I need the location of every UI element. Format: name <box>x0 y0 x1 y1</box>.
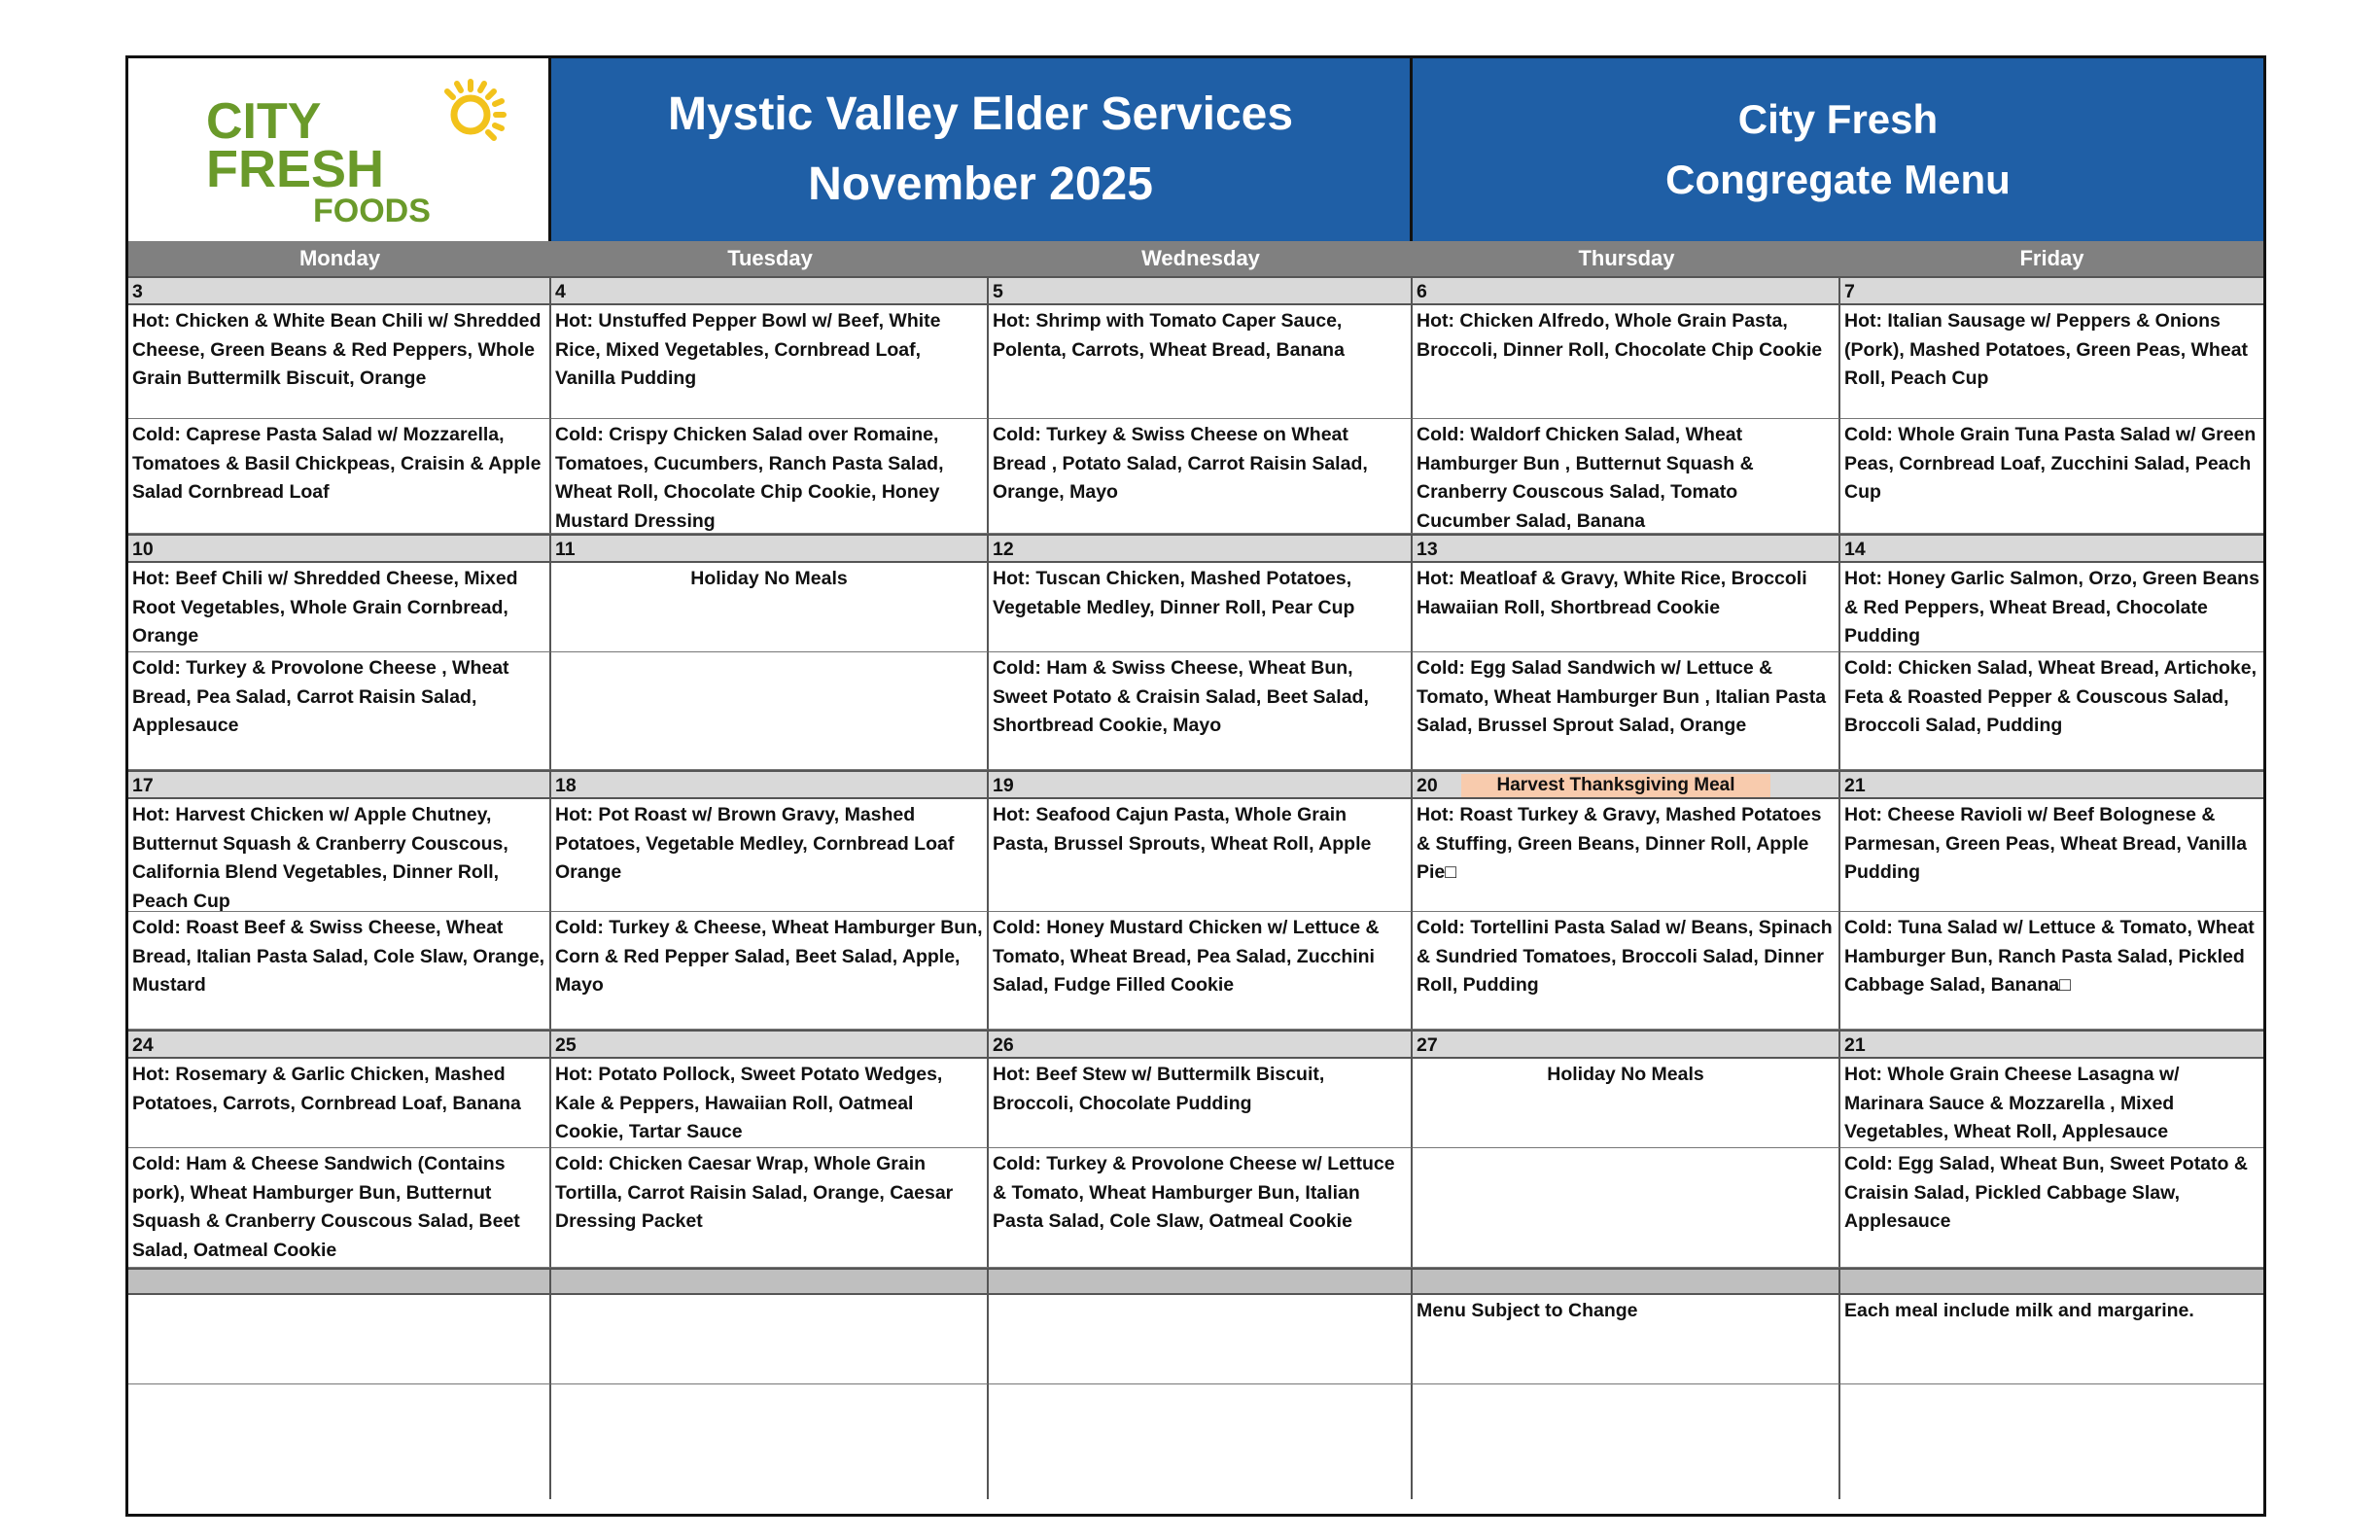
notes-row <box>128 1295 2263 1384</box>
date-number: 11 <box>555 539 576 560</box>
empty-cell <box>551 1384 989 1499</box>
cold-meal-cell: Cold: Honey Mustard Chicken w/ Lettuce & Tomato, Wheat Bread, Pea Salad, Zucchini Salad, Fudge Filled Cookie <box>989 912 1413 1030</box>
special-meal-badge: Harvest Thanksgiving Meal <box>1461 774 1770 797</box>
date-cell <box>551 1030 989 1059</box>
date-number: 27 <box>1417 1034 1438 1056</box>
note-cell: Menu Subject to Change <box>1413 1295 1840 1384</box>
hot-meal-cell: Hot: Shrimp with Tomato Caper Sauce, Polenta, Carrots, Wheat Bread, Banana <box>989 305 1413 419</box>
date-cell <box>989 770 1413 799</box>
hot-meal-cell: Holiday No Meals <box>1413 1059 1840 1148</box>
date-cell <box>128 1030 551 1059</box>
hot-meal-row <box>128 799 2263 912</box>
weekday-tuesday: Tuesday <box>727 246 813 270</box>
hot-meal-cell: Hot: Beef Stew w/ Buttermilk Biscuit, Broccoli, Chocolate Pudding <box>989 1059 1413 1148</box>
month-title: November 2025 <box>808 158 1153 210</box>
weekday-header <box>128 241 2263 276</box>
weekday-monday: Monday <box>298 246 381 270</box>
cold-meal-row <box>128 652 2263 770</box>
date-number: 12 <box>993 539 1014 560</box>
hot-meal-cell: Hot: Beef Chili w/ Shredded Cheese, Mixed Root Vegetables, Whole Grain Cornbread, Orange <box>128 563 551 652</box>
weekday-wednesday: Wednesday <box>1141 246 1260 270</box>
empty-cell <box>1413 1384 1840 1499</box>
menu-grid <box>128 276 2263 1499</box>
date-number: 18 <box>555 775 577 796</box>
cold-meal-cell: Cold: Waldorf Chicken Salad, Wheat Hamburger Bun , Butternut Squash & Cranberry Couscous Salad, Tomato Cucumber Salad, Banana <box>1413 419 1840 534</box>
note-cell <box>551 1295 989 1384</box>
cold-meal-cell: Cold: Whole Grain Tuna Pasta Salad w/ Green Peas, Cornbread Loaf, Zucchini Salad, Peach Cup <box>1840 419 2263 534</box>
hot-meal-row <box>128 305 2263 419</box>
date-number: 19 <box>993 775 1014 796</box>
logo-foods: FOODS <box>313 192 431 229</box>
date-row <box>128 770 2263 799</box>
date-cell <box>1840 276 2263 305</box>
empty-cell <box>989 1384 1413 1499</box>
date-cell <box>128 770 551 799</box>
hot-meal-row <box>128 1059 2263 1148</box>
hot-meal-cell: Hot: Whole Grain Cheese Lasagna w/ Marinara Sauce & Mozzarella , Mixed Vegetables, Wheat Roll, Applesauce <box>1840 1059 2263 1148</box>
note-cell <box>128 1295 551 1384</box>
date-cell <box>551 276 989 305</box>
city-fresh-logo <box>128 58 551 241</box>
hot-meal-cell: Hot: Seafood Cajun Pasta, Whole Grain Pasta, Brussel Sprouts, Wheat Roll, Apple <box>989 799 1413 912</box>
empty-cell <box>128 1384 551 1499</box>
date-row <box>128 276 2263 305</box>
cold-meal-cell: Cold: Egg Salad, Wheat Bun, Sweet Potato & Craisin Salad, Pickled Cabbage Slaw, Applesauce <box>1840 1148 2263 1268</box>
date-cell <box>1413 276 1840 305</box>
logo-fresh: FRESH <box>206 140 385 198</box>
cold-meal-cell: Cold: Chicken Caesar Wrap, Whole Grain Tortilla, Carrot Raisin Salad, Orange, Caesar Dressing Packet <box>551 1148 989 1268</box>
separator-cell <box>551 1268 989 1295</box>
cold-meal-row <box>128 912 2263 1030</box>
date-number: 13 <box>1417 539 1438 560</box>
cold-meal-cell: Cold: Ham & Swiss Cheese, Wheat Bun, Sweet Potato & Craisin Salad, Beet Salad, Shortbread Cookie, Mayo <box>989 652 1413 770</box>
separator-cell <box>1413 1268 1840 1295</box>
cold-meal-row <box>128 419 2263 534</box>
cold-meal-cell <box>551 652 989 770</box>
hot-meal-cell: Hot: Tuscan Chicken, Mashed Potatoes, Vegetable Medley, Dinner Roll, Pear Cup <box>989 563 1413 652</box>
date-number: 21 <box>1844 1034 1866 1056</box>
date-number: 14 <box>1844 539 1866 560</box>
date-cell <box>1413 1030 1840 1059</box>
cold-meal-cell: Cold: Egg Salad Sandwich w/ Lettuce & Tomato, Wheat Hamburger Bun , Italian Pasta Salad, Brussel Sprout Salad, Orange <box>1413 652 1840 770</box>
weekday-thursday: Thursday <box>1578 246 1675 270</box>
cold-meal-row <box>128 1148 2263 1268</box>
hot-meal-cell: Hot: Chicken & White Bean Chili w/ Shredded Cheese, Green Beans & Red Peppers, Whole Grain Buttermilk Biscuit, Orange <box>128 305 551 419</box>
hot-meal-cell: Hot: Unstuffed Pepper Bowl w/ Beef, White Rice, Mixed Vegetables, Cornbread Loaf, Vanilla Pudding <box>551 305 989 419</box>
date-number: 7 <box>1844 281 1855 302</box>
date-number: 21 <box>1844 775 1866 796</box>
sun-icon <box>447 82 504 138</box>
date-cell <box>1413 770 1840 799</box>
date-number: 5 <box>993 281 1003 302</box>
logo-graphic <box>128 58 548 238</box>
org-title <box>551 58 1413 241</box>
date-cell <box>1840 770 2263 799</box>
cold-meal-cell: Cold: Caprese Pasta Salad w/ Mozzarella, Tomatoes & Basil Chickpeas, Craisin & Apple Salad Cornbread Loaf <box>128 419 551 534</box>
date-row <box>128 534 2263 563</box>
cold-meal-cell: Cold: Roast Beef & Swiss Cheese, Wheat Bread, Italian Pasta Salad, Cole Slaw, Orange, Mustard <box>128 912 551 1030</box>
cold-meal-cell: Cold: Turkey & Swiss Cheese on Wheat Bread , Potato Salad, Carrot Raisin Salad, Orange, Mayo <box>989 419 1413 534</box>
separator-cell <box>128 1268 551 1295</box>
date-number: 6 <box>1417 281 1427 302</box>
note-cell <box>989 1295 1413 1384</box>
date-cell <box>551 534 989 563</box>
hot-meal-cell: Hot: Honey Garlic Salmon, Orzo, Green Beans & Red Peppers, Wheat Bread, Chocolate Pudding <box>1840 563 2263 652</box>
hot-meal-cell: Hot: Pot Roast w/ Brown Gravy, Mashed Potatoes, Vegetable Medley, Cornbread Loaf Orange <box>551 799 989 912</box>
brand-name: City Fresh <box>1737 96 1939 142</box>
logo-city: CITY <box>206 93 322 150</box>
hot-meal-cell: Hot: Italian Sausage w/ Peppers & Onions (Pork), Mashed Potatoes, Green Peas, Wheat Roll, Peach Cup <box>1840 305 2263 419</box>
date-row <box>128 1030 2263 1059</box>
date-cell <box>1840 534 2263 563</box>
cold-meal-cell: Cold: Crispy Chicken Salad over Romaine, Tomatoes, Cucumbers, Ranch Pasta Salad, Wheat Roll, Chocolate Chip Cookie, Honey Mustard Dressing <box>551 419 989 534</box>
date-number: 17 <box>132 775 154 796</box>
hot-meal-cell: Hot: Meatloaf & Gravy, White Rice, Broccoli Hawaiian Roll, Shortbread Cookie <box>1413 563 1840 652</box>
menu-sheet <box>125 55 2266 1517</box>
empty-row <box>128 1384 2263 1499</box>
hot-meal-cell: Hot: Roast Turkey & Gravy, Mashed Potatoes & Stuffing, Green Beans, Dinner Roll, Apple Pie□ <box>1413 799 1840 912</box>
hot-meal-cell: Hot: Chicken Alfredo, Whole Grain Pasta, Broccoli, Dinner Roll, Chocolate Chip Cookie <box>1413 305 1840 419</box>
hot-meal-cell: Hot: Harvest Chicken w/ Apple Chutney, Butternut Squash & Cranberry Couscous, California Blend Vegetables, Dinner Roll, Peach Cup <box>128 799 551 912</box>
cold-meal-cell: Cold: Turkey & Provolone Cheese w/ Lettuce & Tomato, Wheat Hamburger Bun, Italian Pasta Salad, Cole Slaw, Oatmeal Cookie <box>989 1148 1413 1268</box>
cold-meal-cell: Cold: Ham & Cheese Sandwich (Contains pork), Wheat Hamburger Bun, Butternut Squash & Cranberry Couscous Salad, Beet Salad, Oatmeal Cookie <box>128 1148 551 1268</box>
hot-meal-cell: Hot: Potato Pollock, Sweet Potato Wedges, Kale & Peppers, Hawaiian Roll, Oatmeal Cookie, Tartar Sauce <box>551 1059 989 1148</box>
date-cell <box>128 534 551 563</box>
date-number: 10 <box>132 539 154 560</box>
separator-cell <box>1840 1268 2263 1295</box>
date-number: 25 <box>555 1034 577 1056</box>
empty-cell <box>1840 1384 2263 1499</box>
cold-meal-cell: Cold: Chicken Salad, Wheat Bread, Artichoke, Feta & Roasted Pepper & Couscous Salad, Broccoli Salad, Pudding <box>1840 652 2263 770</box>
org-name: Mystic Valley Elder Services <box>667 88 1294 140</box>
cold-meal-cell <box>1413 1148 1840 1268</box>
date-cell <box>989 276 1413 305</box>
date-number: 4 <box>555 281 566 302</box>
separator-cell <box>989 1268 1413 1295</box>
date-cell <box>989 1030 1413 1059</box>
date-cell <box>551 770 989 799</box>
hot-meal-cell: Hot: Cheese Ravioli w/ Beef Bolognese & Parmesan, Green Peas, Wheat Bread, Vanilla Pudding <box>1840 799 2263 912</box>
cold-meal-cell: Cold: Tuna Salad w/ Lettuce & Tomato, Wheat Hamburger Bun, Ranch Pasta Salad, Pickled Cabbage Salad, Banana□ <box>1840 912 2263 1030</box>
date-number: 26 <box>993 1034 1014 1056</box>
menu-type: Congregate Menu <box>1665 157 2011 202</box>
date-cell <box>1413 534 1840 563</box>
hot-meal-cell: Hot: Rosemary & Garlic Chicken, Mashed Potatoes, Carrots, Cornbread Loaf, Banana <box>128 1059 551 1148</box>
hot-meal-cell: Holiday No Meals <box>551 563 989 652</box>
cold-meal-cell: Cold: Turkey & Provolone Cheese , Wheat Bread, Pea Salad, Carrot Raisin Salad, Applesauce <box>128 652 551 770</box>
weekday-friday: Friday <box>2019 246 2084 270</box>
date-number: 20 <box>1417 775 1438 796</box>
hot-meal-row <box>128 563 2263 652</box>
note-cell: Each meal include milk and margarine. <box>1840 1295 2263 1384</box>
cold-meal-cell: Cold: Tortellini Pasta Salad w/ Beans, Spinach & Sundried Tomatoes, Broccoli Salad, Dinner Roll, Pudding <box>1413 912 1840 1030</box>
cold-meal-cell: Cold: Turkey & Cheese, Wheat Hamburger Bun, Corn & Red Pepper Salad, Beet Salad, Apple, Mayo <box>551 912 989 1030</box>
date-cell <box>128 276 551 305</box>
date-cell <box>1840 1030 2263 1059</box>
header <box>128 58 2263 241</box>
date-number: 3 <box>132 281 143 302</box>
date-cell <box>989 534 1413 563</box>
separator-row <box>128 1268 2263 1295</box>
menu-title <box>1413 58 2263 241</box>
date-number: 24 <box>132 1034 154 1056</box>
